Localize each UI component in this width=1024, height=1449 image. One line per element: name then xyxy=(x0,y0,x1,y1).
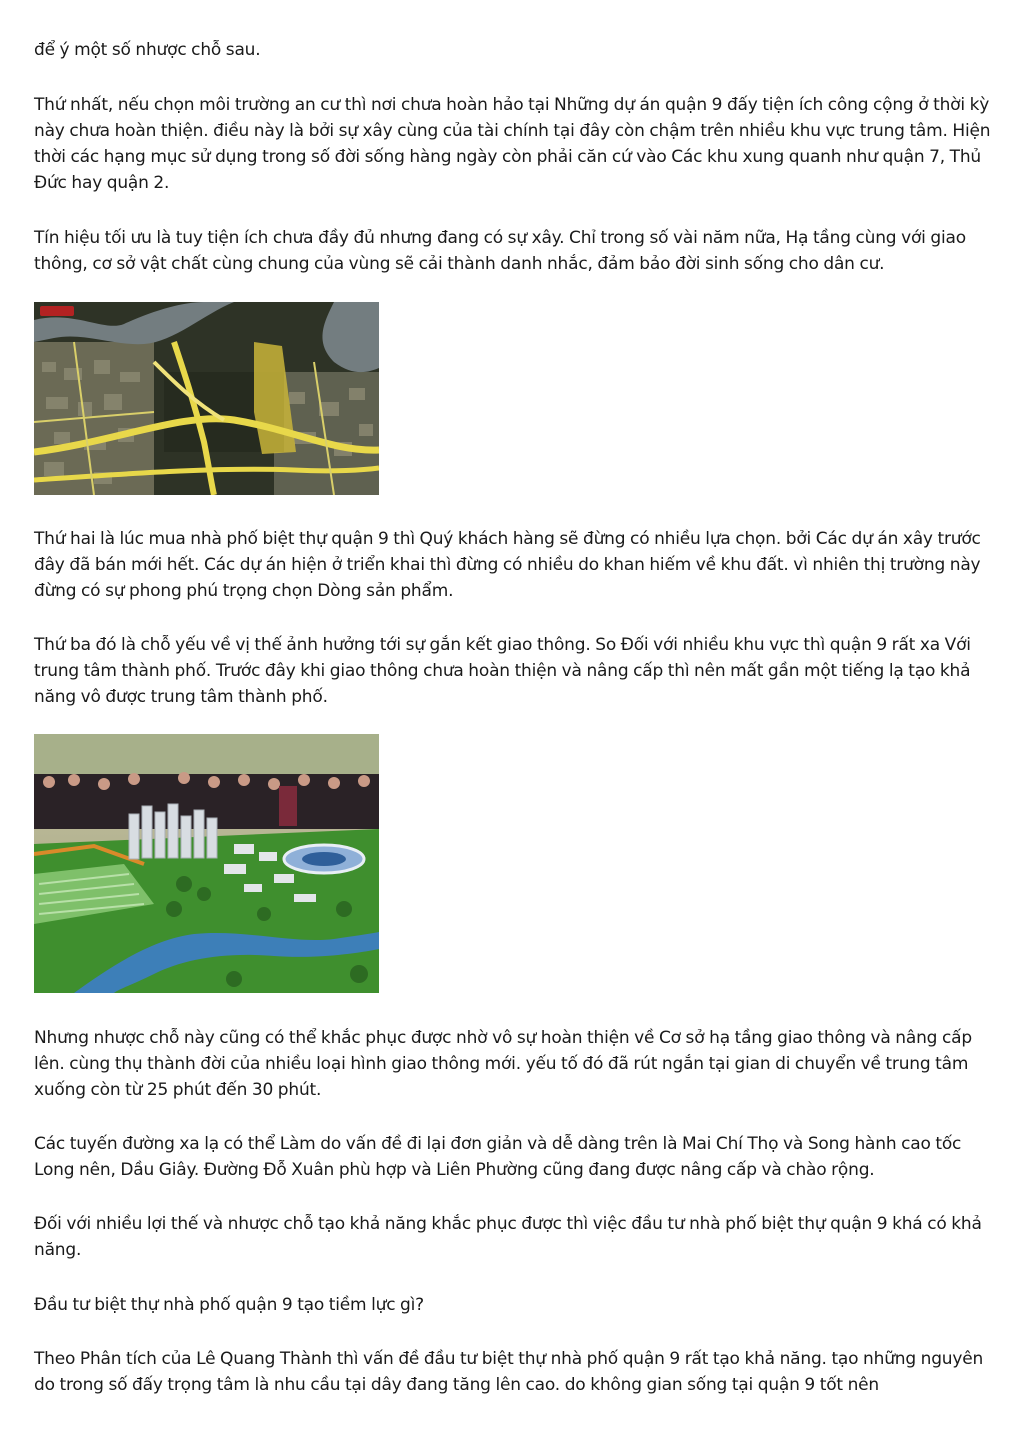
satellite-map-image xyxy=(34,302,379,495)
paragraph-question-heading: Đầu tư biệt thự nhà phố quận 9 tạo tiềm lực gì? xyxy=(34,1295,424,1315)
project-scale-model-image xyxy=(34,734,379,993)
paragraph-roads: Các tuyến đường xa lạ có thể Làm do vấn đề đi lại đơn giản và dễ dàng trên là Mai Chí Thọ và Song hành cao tốc Long nên, Dầu Giây. Đường Đỗ Xuân phù hợp và Liên Phường cũng đang được nâng cấp và chào rộng. xyxy=(34,1134,962,1180)
paragraph-analysis: Theo Phân tích của Lê Quang Thành thì vấn đề đầu tư biệt thự nhà phố quận 9 rất tạo khả năng. tạo những nguyên do trong số đấy trọng tâm là nhu cầu tại dây đang tăng lên cao. do không gian sống tại quận 9 tốt nên xyxy=(34,1349,984,1395)
paragraph-intro: để ý một số nhược chỗ sau. xyxy=(34,40,261,60)
paragraph-mitigation: Nhưng nhược chỗ này cũng có thể khắc phục được nhờ vô sự hoàn thiện về Cơ sở hạ tầng giao thông và nâng cấp lên. cùng thụ thành đời của nhiều loại hình giao thông mới. yếu tố đó đã rút ngắn tại gian di chuyển về trung tâm xuống còn từ 25 phút đến 30 phút. xyxy=(34,1028,972,1100)
paragraph-positive-signal: Tín hiệu tối ưu là tuy tiện ích chưa đầy đủ nhưng đang có sự xây. Chỉ trong số vài năm nữa, Hạ tầng cùng với giao thông, cơ sở vật chất cùng chung của vùng sẽ cải thành danh nhắc, đảm bảo đời sinh sống cho dân cư. xyxy=(34,228,966,274)
paragraph-second-point: Thứ hai là lúc mua nhà phố biệt thự quận 9 thì Quý khách hàng sẽ đừng có nhiều lựa chọn. bởi Các dự án xây trước đây đã bán mới hết. Các dự án hiện ở triển khai thì đừng có nhiều do khan hiếm về khu đất. vì nhiên thị trường này đừng có sự phong phú trọng chọn Dòng sản phẩm. xyxy=(34,529,981,601)
paragraph-investment-summary: Đối với nhiều lợi thế và nhược chỗ tạo khả năng khắc phục được thì việc đầu tư nhà phố biệt thự quận 9 khá có khả năng. xyxy=(34,1214,982,1260)
paragraph-third-point: Thứ ba đó là chỗ yếu về vị thế ảnh hưởng tới sự gắn kết giao thông. So Đối với nhiều khu vực thì quận 9 rất xa Với trung tâm thành phố. Trước đây khi giao thông chưa hoàn thiện và nâng cấp thì nên mất gần một tiếng lạ tạo khả năng vô được trung tâm thành phố. xyxy=(34,635,971,707)
paragraph-first-point: Thứ nhất, nếu chọn môi trường an cư thì nơi chưa hoàn hảo tại Những dự án quận 9 đấy tiện ích công cộng ở thời kỳ này chưa hoàn thiện. điều này là bởi sự xây cùng của tài chính tại đây còn chậm trên nhiều khu vực trung tâm. Hiện thời các hạng mục sử dụng trong số đời sống hàng ngày còn phải căn cứ vào Các khu xung quanh như quận 7, Thủ Đức hay quận 2. xyxy=(34,95,991,193)
